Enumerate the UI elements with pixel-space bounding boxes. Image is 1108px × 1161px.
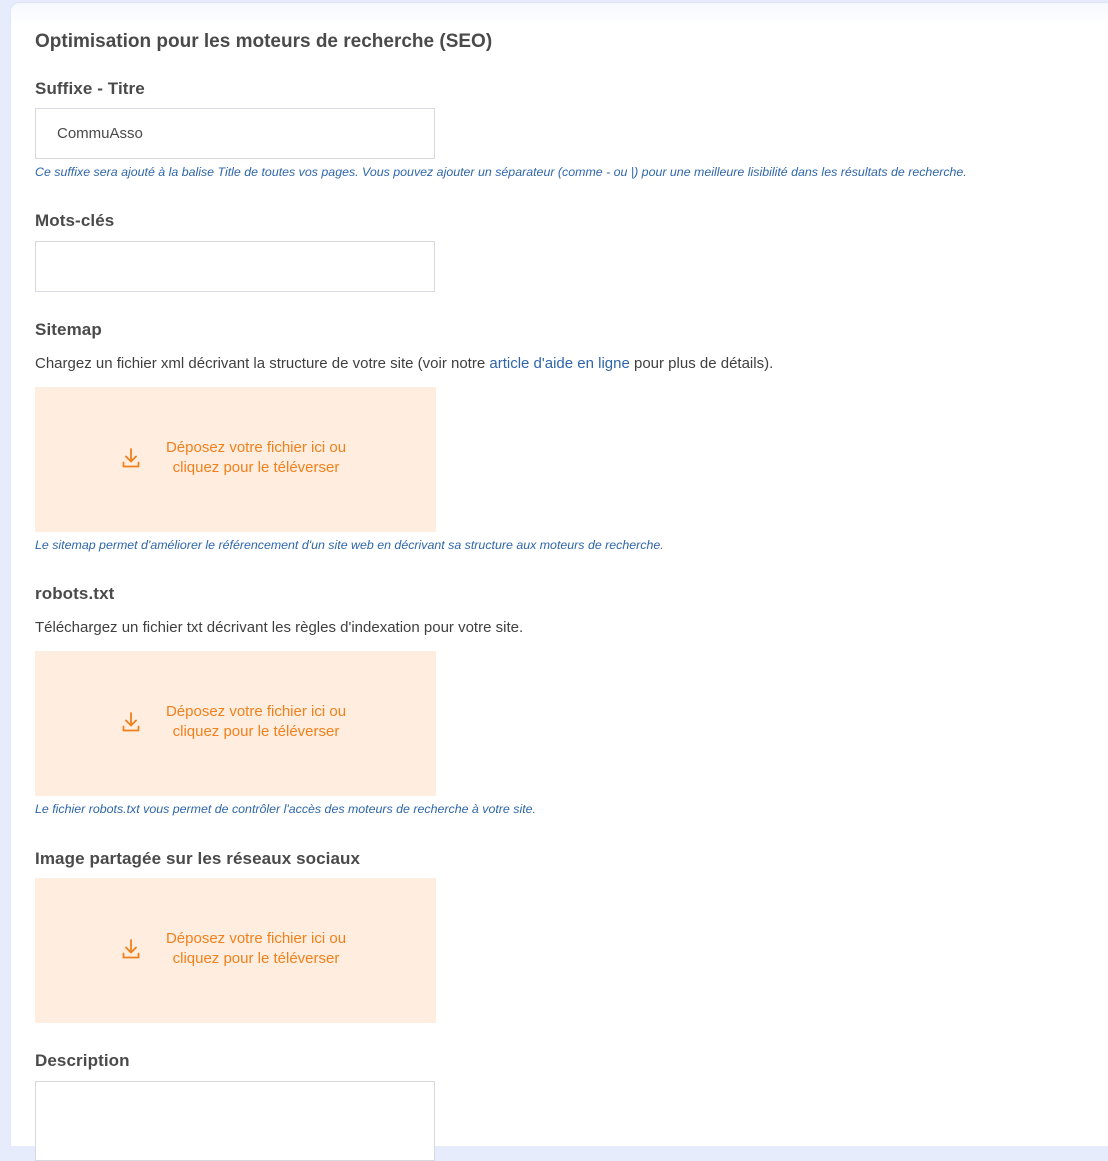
- robots-dropzone-text: [151, 702, 361, 742]
- keywords-input[interactable]: [35, 241, 435, 292]
- sitemap-dropzone-text: [151, 438, 361, 478]
- suffix-title-help: Ce suffixe sera ajouté à la balise Title de toutes vos pages. Vous pouvez ajouter un séparateur (comme - ou |) pour une meilleure lisibilité dans les résultats de recherche.: [35, 165, 967, 179]
- social-image-label: Image partagée sur les réseaux sociaux: [35, 849, 361, 868]
- dropzone-line-2: cliquez pour le téléverser: [172, 950, 340, 967]
- social-image-dropzone-text: [151, 929, 361, 969]
- dropzone-line-1: Déposez votre fichier ici ou: [165, 439, 347, 456]
- robots-label: robots.txt: [35, 584, 115, 603]
- sitemap-description: [35, 355, 773, 372]
- download-arrow-icon: [121, 938, 141, 960]
- robots-dropzone[interactable]: [35, 651, 436, 796]
- dropzone-line-1: Déposez votre fichier ici ou: [165, 930, 347, 947]
- seo-settings-card: [11, 3, 1108, 1146]
- robots-help: Le fichier robots.txt vous permet de contrôler l'accès des moteurs de recherche à votre site.: [35, 802, 536, 816]
- sitemap-help: Le sitemap permet d'améliorer le référencement d'un site web en décrivant sa structure aux moteurs de recherche.: [35, 538, 664, 552]
- sitemap-description-text: Chargez un fichier xml décrivant la structure de votre site (voir notre: [35, 355, 490, 372]
- description-textarea[interactable]: [35, 1081, 435, 1161]
- description-label: Description: [35, 1051, 130, 1070]
- download-arrow-icon: [121, 711, 141, 733]
- sitemap-description-end: pour plus de détails).: [629, 355, 774, 372]
- help-article-link[interactable]: article d'aide en ligne: [489, 355, 630, 372]
- download-arrow-icon: [121, 447, 141, 469]
- sitemap-dropzone[interactable]: [35, 387, 436, 532]
- suffix-title-label: Suffixe - Titre: [35, 79, 145, 98]
- robots-description: Téléchargez un fichier txt décrivant les règles d'indexation pour votre site.: [35, 619, 524, 636]
- social-image-dropzone[interactable]: [35, 878, 436, 1023]
- sitemap-label: Sitemap: [35, 320, 102, 339]
- dropzone-line-1: Déposez votre fichier ici ou: [165, 703, 347, 720]
- suffix-title-input[interactable]: [35, 108, 435, 159]
- dropzone-line-2: cliquez pour le téléverser: [172, 459, 340, 476]
- keywords-label: Mots-clés: [35, 211, 115, 230]
- dropzone-line-2: cliquez pour le téléverser: [172, 723, 340, 740]
- section-title: Optimisation pour les moteurs de recherche (SEO): [35, 31, 493, 52]
